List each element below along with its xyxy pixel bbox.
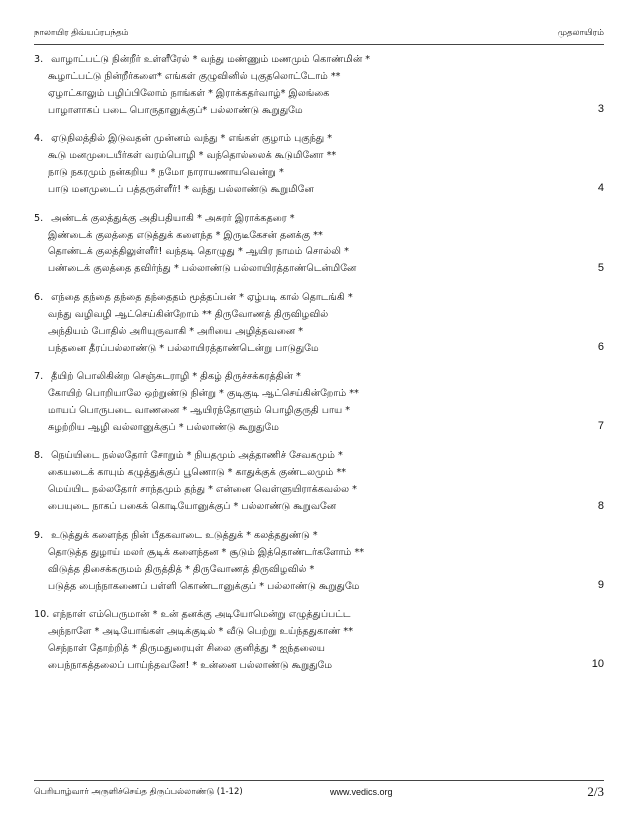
verse-line-text: மாயப் பொருபடை வாணனை * ஆயிரந்தோளும் பொழிகுருதி பாய * [48,405,351,416]
verse-line-text: அண்டக் குலத்துக்கு அதிபதியாகி * அசுரர் இராக்கதரை * [51,212,295,224]
verse-number: 5 [597,261,604,274]
verse-line [34,131,604,148]
verse-line [34,482,604,499]
verse-prefix-number: 7. [34,371,44,383]
verse-number: 6 [597,340,604,353]
verse-line-text: கையடைக் காயும் கழுத்துக்குப் பூணொடு * காதுக்குக் குண்டலமும் ** [48,467,347,479]
verse-line-text: தொடுத்த துழாய் மலர் சூடிக் களைந்தன * சூடும் இத்தொண்டர்களோம் ** [48,546,365,558]
verse-prefix-number: 6. [34,291,44,303]
verse-line [34,52,604,69]
verse-line-text: கூடு மனமுடையீர்கள் வரம்பொழி * வந்தொல்லைக் கூடுமினோ ** [48,150,337,162]
header-section-title: முதலாயிரம் [557,28,604,38]
verse-line [34,420,604,437]
verse-line-text: வந்து வழிவழி ஆட்செய்கின்றோம் ** திருவோணத் திருவிழவில் [48,308,329,320]
verse-line-text: எந்தை தந்தை தந்தை தந்தைதம் மூத்தப்பன் * ஏழ்படி கால் தொடங்கி * [51,291,353,303]
verse-line [34,658,604,675]
verse-line [34,211,604,228]
verse-line [34,86,604,103]
verse-line-text: விடுத்த திசைக்கருமம் திருத்தித் * திருவோணத் திருவிழவில் * [48,563,315,575]
verse-line [34,465,604,482]
verse-line [34,403,604,420]
verse-line-text: வாழாட்பட்டு நின்றீர் உள்ளீரேல் * வந்து மண்ணும் மணமும் கொண்மின் * [51,54,371,65]
verse-line [34,579,604,596]
verse-line [34,103,604,120]
verse-line-text: ஏழாட்காலும் பழிப்பிலோம் நாங்கள் * இராக்கதர்வாழ்* இலங்கை [48,87,330,99]
verse-line [34,448,604,465]
header-collection-title: நாலாயிர திவ்யப்ரபந்தம் [34,28,129,38]
verse-line-text: கோயிற் பொறியாலே ஒற்றுண்டு நின்று * குடிகுடி ஆட்செய்கின்றோம் ** [48,388,359,400]
footer-work-title: பெரியாழ்வார் அருளிச்செய்த திருப்பல்லாண்டு (1-12) [34,787,243,797]
verse-line-text: பந்தனை தீரப்பல்லாண்டு * பல்லாயிரத்தாண்டென்று பாடுதுமே [48,342,319,354]
verse-number: 7 [597,420,604,433]
verse-line [34,607,604,624]
verse-line [34,69,604,86]
verse-line-text: கூழாட்பட்டு நின்றீர்களை* எங்கள் குழுவினில் புகுதலொட்டோம் ** [48,70,341,82]
verse-line-text: படுத்த பைந்நாகணைப் பள்ளி கொண்டானுக்குப் * பல்லாண்டு கூறுதுமே [48,580,360,592]
verse-line [34,228,604,245]
verse-block [34,528,604,596]
footer-page-number: 2/3 [587,784,604,799]
verse-number: 3 [597,103,604,116]
verse-line-text: தீயிற் பொலிகின்ற செஞ்சுடராழி * திகழ் திருச்சக்கரத்தின் * [51,371,301,383]
verse-prefix-number: 3. [34,54,44,65]
verse-line [34,386,604,403]
verse-line-text: செந்நாள் தோற்றித் * திருமதுரையுள் சிலை குனித்து * ஐந்தலைய [48,642,325,654]
verse-prefix-number: 5. [34,212,44,224]
verse-line-text: பாழாளாகப் படை பொருதானுக்குப்* பல்லாண்டு கூறுதுமே [48,104,303,116]
verse-line-text: எந்நாள் எம்பெருமான் * உன் தனக்கு அடியோமென்று எழுத்துப்பட்ட [52,609,351,621]
verse-list [34,52,604,686]
verse-number: 10 [591,658,604,671]
verse-line-text: ஏடுநிலத்தில் இடுவதன் முன்னம் வந்து * எங்கள் குழாம் புகுந்து * [51,133,333,145]
verse-line [34,261,604,278]
verse-line-text: மெய்யிட நல்லதோர் சாந்தமும் தந்து * என்னை வெள்ளுயிராக்கவல்ல * [48,484,357,496]
verse-line-text: இண்டைக் குலத்தை எடுத்துக் களைந்த * இருடீகேசன் தனக்கு ** [48,229,323,241]
verse-line-text: பையுடை நாகப் பகைக் கொடியோனுக்குப் * பல்லாண்டு கூறுவனே [48,501,337,513]
verse-prefix-number: 10. [34,609,50,621]
page-header [34,28,604,45]
verse-line [34,182,604,199]
verse-line-text: பைந்நாகத்தலைப் பாய்ந்தவனே! * உன்னை பல்லாண்டு கூறுதுமே [48,659,333,671]
verse-line [34,341,604,358]
verse-line [34,290,604,307]
verse-line-text: தொண்டக் குலத்திலுள்ளீர்! வந்தடி தொழுது * ஆயிர நாமம் சொல்லி * [48,246,349,258]
verse-line [34,499,604,516]
verse-block [34,211,604,279]
verse-prefix-number: 4. [34,133,44,145]
verse-line-text: பண்டைக் குலத்தை தவிர்ந்து * பல்லாண்டு பல்லாயிரத்தாண்டென்மினே [48,263,357,275]
verse-line [34,148,604,165]
verse-line [34,528,604,545]
verse-line [34,165,604,182]
verse-line-text: நெய்யிடை நல்லதோர் சோறும் * நியதமும் அத்தாணிச் சேவகமும் * [51,450,343,462]
verse-line [34,641,604,658]
verse-prefix-number: 9. [34,529,44,541]
verse-line-text: பாடு மனமுடைப் பத்தருள்ளீர்! * வந்து பல்லாண்டு கூறுமினே [48,184,314,196]
verse-line [34,369,604,386]
verse-line-text: சுழற்றிய ஆழி வல்லானுக்குப் * பல்லாண்டு கூறுதுமே [48,421,279,433]
verse-line [34,545,604,562]
footer-website-link[interactable]: www.vedics.org [330,787,393,797]
verse-line-text: அந்நாளே * அடியோங்கள் அடிக்குடில் * வீடு பெற்று உய்ந்ததுகாண் ** [48,625,353,637]
verse-line-text: உடுத்துக் களைந்த நின் பீதகவாடை உடுத்துக் * கலத்ததுண்டு * [51,529,318,541]
verse-number: 8 [597,499,604,512]
verse-block [34,52,604,120]
verse-line [34,562,604,579]
page-footer [34,780,604,803]
verse-line [34,244,604,261]
verse-line [34,307,604,324]
verse-line [34,324,604,341]
verse-prefix-number: 8. [34,450,44,462]
verse-block [34,131,604,199]
verse-line [34,624,604,641]
verse-number: 9 [597,578,604,591]
verse-line-text: அந்தியம் போதில் அரியுருவாகி * அரியை அழித்தவனை * [48,325,304,337]
verse-line-text: நாடு நகரமும் நன்கறிய * நமோ நாராயணாயவென்று * [48,167,284,179]
verse-block [34,290,604,358]
verse-block [34,369,604,437]
verse-block [34,448,604,516]
verse-number: 4 [597,182,604,195]
verse-block [34,607,604,675]
